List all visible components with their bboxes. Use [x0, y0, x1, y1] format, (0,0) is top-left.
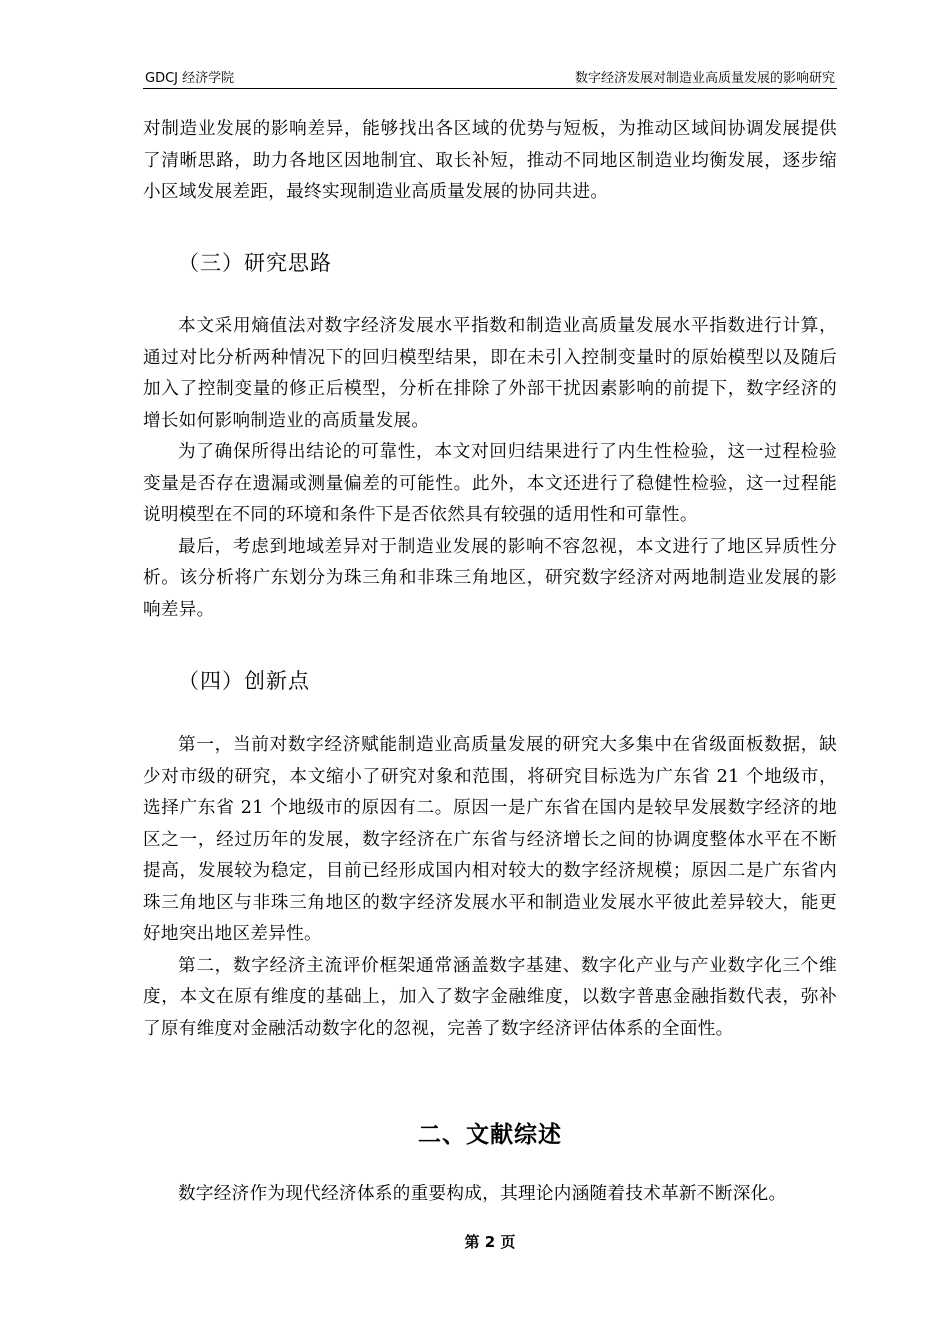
- header-institution: GDCJ 经济学院: [145, 71, 235, 86]
- chapter-heading: 二、文献综述: [418, 1122, 562, 1148]
- section3-paragraph-2: 为了确保所得出结论的可靠性，本文对回归结果进行了内生性检验，这一过程检验变量是否存在遗漏或测量偏差的可能性。此外，本文还进行了稳健性检验，这一过程能说明模型在不同的环境和条件下是否依然具有较强的适用性和可靠性。: [143, 442, 837, 525]
- section4-heading: （四）创新点: [178, 669, 310, 693]
- section3-paragraph-1: 本文采用熵值法对数字经济发展水平指数和制造业高质量发展水平指数进行计算，通过对比分析两种情况下的回归模型结果，即在未引入控制变量时的原始模型以及随后加入了控制变量的修正后模型，分析在排除了外部干扰因素影响的前提下，数字经济的增长如何影响制造业的高质量发展。: [143, 316, 837, 431]
- chapter2-paragraph: 数字经济作为现代经济体系的重要构成，其理论内涵随着技术革新不断深化。: [178, 1184, 787, 1204]
- running-header: [143, 64, 837, 89]
- section3-paragraph-3: 最后，考虑到地域差异对于制造业发展的影响不容忽视，本文进行了地区异质性分析。该分析将广东划分为珠三角和非珠三角地区，研究数字经济对两地制造业发展的影响差异。: [143, 536, 837, 620]
- intro-paragraph: 对制造业发展的影响差异，能够找出各区域的优势与短板，为推动区域间协调发展提供了清晰思路，助力各地区因地制宜、取长补短，推动不同地区制造业均衡发展，逐步缩小区域发展差距，最终实现制造业高质量发展的协同共进。: [143, 119, 837, 202]
- chapter2-body: [143, 1179, 837, 1211]
- section4-paragraph-2: 第二，数字经济主流评价框架通常涵盖数字基建、数字化产业与产业数字化三个维度，本文在原有维度的基础上，加入了数字金融维度，以数字普惠金融指数代表，弥补了原有维度对金融活动数字化的忽视，完善了数字经济评估体系的全面性。: [143, 955, 837, 1039]
- section3-heading: （三）研究思路: [178, 251, 332, 275]
- section4-body: [143, 730, 837, 1045]
- section4-paragraph-1: 第一，当前对数字经济赋能制造业高质量发展的研究大多集中在省级面板数据，缺少对市级的研究，本文缩小了研究对象和范围，将研究目标选为广东省 21 个地级市，选择广东省 21 个地级市的原因有二。原因一是广东省在国内是较早发展数字经济的地区之一，经过历年的发展，数字经济在广东省与经济增长之间的协调度整体水平在不断提高，发展较为稳定，目前已经形成国内相对较大的数字经济规模；原因二是广东省内珠三角地区与非珠三角地区的数字经济发展水平和制造业发展水平彼此差异较大，能更好地突出地区差异性。: [143, 735, 837, 944]
- intro-block: [143, 114, 837, 209]
- section3-body: [143, 311, 837, 626]
- page-number: 第 2 页: [464, 1233, 516, 1251]
- header-paper-title: 数字经济发展对制造业高质量发展的影响研究: [574, 71, 835, 86]
